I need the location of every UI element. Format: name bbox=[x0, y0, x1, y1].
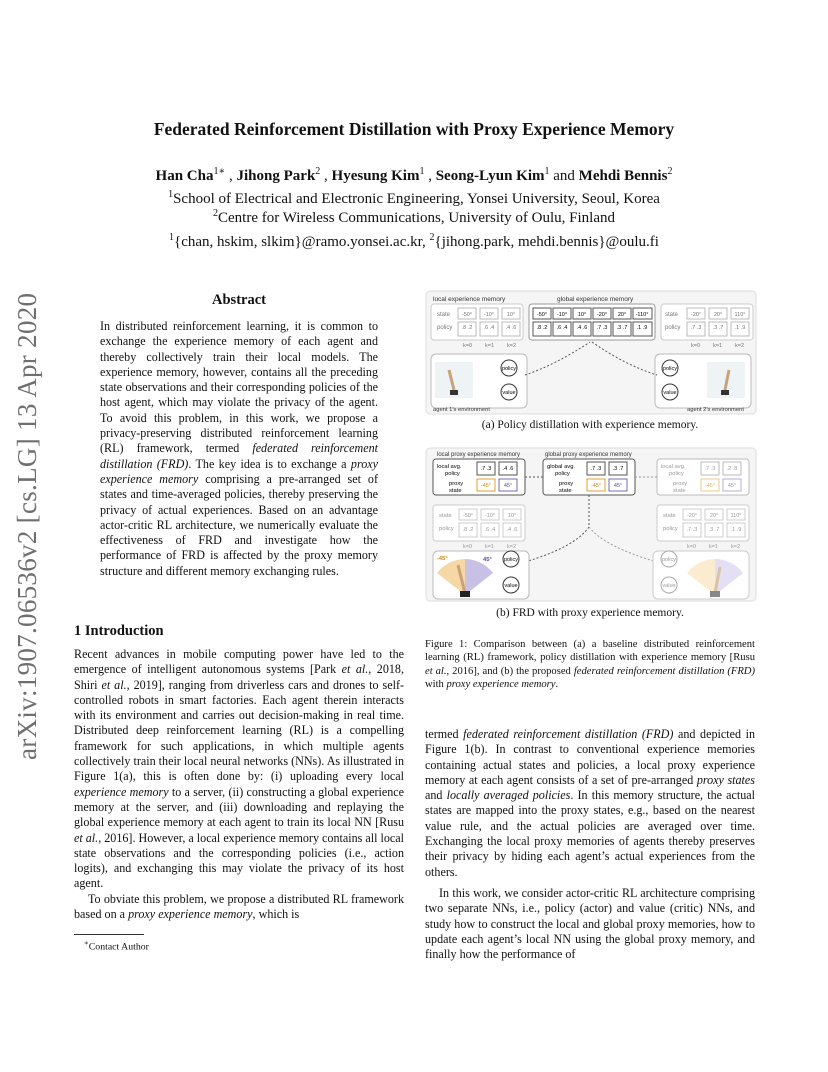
svg-text:value: value bbox=[663, 390, 677, 396]
svg-text:-10°: -10° bbox=[484, 513, 496, 519]
svg-text:policy: policy bbox=[503, 557, 519, 563]
svg-text:.3 .7: .3 .7 bbox=[712, 325, 724, 331]
svg-text:-10°: -10° bbox=[483, 312, 495, 318]
svg-text:.7 .3: .7 .3 bbox=[596, 325, 608, 331]
agent1-memory-cells bbox=[458, 308, 520, 336]
affiliation-2: $^2$Centre for Wireless Communications, University of Oulu, Finland bbox=[213, 208, 615, 226]
affiliation-1: $^1$School of Electrical and Electronic Engineering, Yonsei University, Seoul, Korea bbox=[168, 189, 660, 207]
svg-text:-45°: -45° bbox=[590, 483, 602, 489]
svg-text:local avg.: local avg. bbox=[437, 464, 462, 470]
svg-text:.4 .6: .4 .6 bbox=[505, 325, 517, 331]
svg-text:state: state bbox=[449, 488, 462, 494]
agent1-cart bbox=[450, 390, 458, 395]
intro-body bbox=[74, 647, 404, 922]
svg-text:.8 .2: .8 .2 bbox=[461, 325, 473, 331]
svg-text:policy: policy bbox=[555, 471, 570, 477]
svg-text:state: state bbox=[673, 488, 686, 494]
right-paragraph-2: In this work, we consider actor-critic RL architecture comprising two separate NNs, i.e., policy (actor) and value (critic) NNs, and study how to construct the local and global proxy memories, how to update each agent’s local NN using the global proxy memory, and finally how the performance of bbox=[425, 885, 755, 962]
svg-text:k=1: k=1 bbox=[485, 343, 495, 349]
angle-label-negative: -45° bbox=[437, 556, 448, 562]
svg-text:proxy: proxy bbox=[449, 481, 464, 487]
global-memory-cells bbox=[533, 308, 652, 336]
svg-text:k=0: k=0 bbox=[463, 544, 473, 550]
figure-1a-caption: (a) Policy distillation with experience memory. bbox=[481, 419, 699, 431]
svg-text:-20°: -20° bbox=[690, 312, 702, 318]
svg-text:.7 .3: .7 .3 bbox=[686, 527, 698, 533]
svg-text:value: value bbox=[502, 390, 516, 396]
intro-paragraph-1: Recent advances in mobile computing power have led to the emergence of intelligent autonomous systems [Park et al., 2018, Shiri et al., 2019], ranging from driverless cars and drones to self-controlled robots in smart factories. Each agent therein interacts with its environment and carries out decision-making in real time. Distributed deep reinforcement learning (RL) is a compelling framework for such applications, in which multiple agents collectively train their local neural networks (NNs). As illustrated in Figure 1(a), this is often done by: (i) uploading every local experience memory to a server, (ii) constructing a global experience memory at the server, and (iii) downloading and replaying the global experience memory at each agent to train its local NN [Rusu et al., 2016]. However, a local experience memory contains all local state observations and the corresponding policies (i.e., action logits), and exchanging this may violate the privacy of its host agent. bbox=[74, 647, 405, 891]
svg-text:value: value bbox=[504, 583, 518, 589]
svg-text:-50°: -50° bbox=[536, 312, 548, 318]
agent2-proxy-cart bbox=[710, 591, 720, 597]
arxiv-side-label: arXiv:1907.06536v2 [cs.LG] 13 Apr 2020 bbox=[12, 292, 42, 760]
paper-title: Federated Reinforcement Distillation with Proxy Experience Memory bbox=[153, 119, 675, 139]
svg-text:policy: policy bbox=[501, 366, 517, 372]
right-column-body bbox=[425, 727, 755, 962]
svg-text:10°: 10° bbox=[507, 513, 517, 519]
svg-text:policy: policy bbox=[665, 325, 681, 331]
svg-text:45°: 45° bbox=[727, 483, 737, 489]
svg-text:.4 .6: .4 .6 bbox=[576, 325, 588, 331]
local-proxy-memory-label: local proxy experience memory bbox=[437, 452, 521, 458]
agent2-environment-label: agent 2’s environment bbox=[687, 407, 744, 413]
svg-text:-110°: -110° bbox=[635, 312, 649, 318]
svg-text:k=1: k=1 bbox=[709, 544, 719, 550]
svg-text:.4 .6: .4 .6 bbox=[502, 466, 514, 472]
svg-text:-45°: -45° bbox=[480, 483, 492, 489]
svg-text:-20°: -20° bbox=[686, 513, 698, 519]
svg-text:.6 .4: .6 .4 bbox=[484, 527, 496, 533]
svg-text:45°: 45° bbox=[613, 483, 623, 489]
svg-text:state: state bbox=[665, 312, 679, 318]
author-name: Jihong Park bbox=[236, 168, 316, 184]
svg-text:k=2: k=2 bbox=[731, 544, 741, 550]
svg-text:state: state bbox=[439, 513, 452, 519]
svg-text:.3 .7: .3 .7 bbox=[616, 325, 628, 331]
svg-text:.7 .3: .7 .3 bbox=[590, 466, 602, 472]
svg-text:policy: policy bbox=[662, 366, 678, 372]
svg-text:global avg.: global avg. bbox=[547, 464, 576, 470]
author-list: Han Cha$^{1∗}$ , Jihong Park$^2$ , Hyesung Kim$^1$ , Seong-Lyun Kim$^1$ and Mehdi Bennis$^2$ bbox=[155, 166, 673, 184]
svg-text:20°: 20° bbox=[713, 312, 723, 318]
svg-text:-10°: -10° bbox=[556, 312, 568, 318]
svg-text:.8 .2: .8 .2 bbox=[536, 325, 548, 331]
svg-text:.3 .7: .3 .7 bbox=[612, 466, 624, 472]
author-name: Hyesung Kim bbox=[331, 168, 420, 184]
svg-text:proxy: proxy bbox=[673, 481, 688, 487]
svg-text:10°: 10° bbox=[506, 312, 516, 318]
svg-text:.1 .9: .1 .9 bbox=[636, 325, 648, 331]
svg-text:policy: policy bbox=[669, 471, 684, 477]
svg-text:state: state bbox=[559, 488, 572, 494]
svg-text:k=0: k=0 bbox=[463, 343, 473, 349]
intro-paragraph-2: To obviate this problem, we propose a distributed RL framework based on a proxy experience memory, which is bbox=[74, 891, 404, 922]
svg-text:-50°: -50° bbox=[461, 312, 473, 318]
svg-text:k=2: k=2 bbox=[507, 343, 517, 349]
figure-1-caption: Figure 1: Comparison between (a) a baseline distributed reinforcement learning (RL) framework, policy distillation with experience memory [Rusu et al., 2016], and (b) the proposed federated reinforcement distillation (FRD) with proxy experience memory. bbox=[425, 639, 755, 691]
svg-text:110°: 110° bbox=[734, 312, 746, 318]
svg-text:.4 .6: .4 .6 bbox=[506, 527, 518, 533]
svg-text:policy: policy bbox=[439, 526, 454, 532]
figure-1a-diagram bbox=[425, 290, 757, 415]
svg-text:value: value bbox=[662, 583, 676, 589]
svg-text:10°: 10° bbox=[577, 312, 587, 318]
svg-text:policy: policy bbox=[661, 557, 677, 563]
svg-text:local avg.: local avg. bbox=[661, 464, 686, 470]
footnote: ∗Contact Author bbox=[84, 939, 149, 953]
svg-text:k=0: k=0 bbox=[691, 343, 701, 349]
svg-text:k=2: k=2 bbox=[735, 343, 745, 349]
author-name: Mehdi Bennis bbox=[578, 168, 668, 184]
svg-text:20°: 20° bbox=[709, 513, 719, 519]
svg-text:k=2: k=2 bbox=[507, 544, 517, 550]
svg-text:state: state bbox=[663, 513, 676, 519]
angle-label-positive: 45° bbox=[483, 557, 492, 563]
author-emails: $^1${chan, hskim, slkim}@ramo.yonsei.ac.kr, $^2${jihong.park, mehdi.bennis}@oulu.fi bbox=[169, 232, 659, 250]
figure-1b-diagram bbox=[425, 447, 757, 602]
svg-text:.1 .9: .1 .9 bbox=[730, 527, 742, 533]
svg-text:-45°: -45° bbox=[704, 483, 716, 489]
svg-text:.3 .7: .3 .7 bbox=[708, 527, 720, 533]
section-heading-introduction: 1 Introduction bbox=[74, 623, 164, 639]
agent2-memory-cells bbox=[687, 308, 749, 336]
svg-text:policy: policy bbox=[663, 526, 678, 532]
svg-text:.2 .8: .2 .8 bbox=[726, 466, 738, 472]
svg-text:k=1: k=1 bbox=[485, 544, 495, 550]
global-memory-label: global experience memory bbox=[557, 296, 634, 303]
svg-text:proxy: proxy bbox=[559, 481, 574, 487]
svg-text:policy: policy bbox=[445, 471, 460, 477]
svg-text:20°: 20° bbox=[617, 312, 627, 318]
state-label: state bbox=[437, 312, 451, 318]
abstract-heading: Abstract bbox=[212, 292, 266, 308]
svg-text:.7 .3: .7 .3 bbox=[480, 466, 492, 472]
author-name: Han Cha bbox=[155, 168, 214, 184]
local-memory-label: local experience memory bbox=[433, 296, 506, 303]
agent2-cart bbox=[721, 390, 729, 395]
svg-text:.7 .3: .7 .3 bbox=[690, 325, 702, 331]
agent1-environment-label: agent 1’s environment bbox=[433, 407, 490, 413]
svg-text:.1 .9: .1 .9 bbox=[734, 325, 746, 331]
svg-text:.6 .4: .6 .4 bbox=[483, 325, 495, 331]
abstract-body: In distributed reinforcement learning, it is common to exchange the experience memory of each agent and thereby collectively train their local models. The experience memory, however, contains all the preceding state observations and their corresponding policies of the host agent, which may violate the privacy of the agent. To avoid this problem, in this work, we propose a privacy-preserving distributed reinforcement learning (RL) framework, termed federated reinforcement distillation (FRD). The key idea is to exchange a proxy experience memory comprising a pre-arranged set of states and time-averaged policies, thereby preserving the privacy of actual experiences. Based on an advantage actor-critic RL architecture, we numerically evaluate the effectiveness of FRD and investigate how the performance of FRD is affected by the proxy memory structure and different memory exchanging rules. bbox=[100, 319, 378, 578]
global-proxy-memory-label: global proxy experience memory bbox=[545, 452, 632, 458]
svg-text:-50°: -50° bbox=[462, 513, 474, 519]
svg-text:.7 .3: .7 .3 bbox=[704, 466, 716, 472]
footnote-rule bbox=[74, 934, 144, 935]
author-name: Seong-Lyun Kim bbox=[435, 168, 545, 184]
figure-1b-caption: (b) FRD with proxy experience memory. bbox=[496, 607, 684, 619]
svg-text:k=0: k=0 bbox=[687, 544, 697, 550]
svg-text:k=1: k=1 bbox=[713, 343, 723, 349]
svg-text:-20°: -20° bbox=[596, 312, 608, 318]
right-paragraph-1: termed federated reinforcement distillation (FRD) and depicted in Figure 1(b). In contrast to conventional experience memories containing actual states and policies, a local proxy experience memory at each agent consists of a set of pre-arranged proxy states and locally averaged policies. In this memory structure, the actual states are mapped into the proxy states, e.g., based on the nearest value rule, and the actual policies are averaged over time. Exchanging the local proxy memories of agents thereby preserves their privacy by hiding each agent’s actual experiences from the others. bbox=[425, 727, 755, 879]
svg-text:.8 .2: .8 .2 bbox=[462, 527, 474, 533]
agent1-proxy-cart bbox=[460, 591, 470, 597]
svg-text:110°: 110° bbox=[730, 513, 742, 519]
svg-text:.6 .4: .6 .4 bbox=[556, 325, 568, 331]
svg-text:45°: 45° bbox=[503, 483, 513, 489]
policy-label: policy bbox=[437, 325, 453, 331]
